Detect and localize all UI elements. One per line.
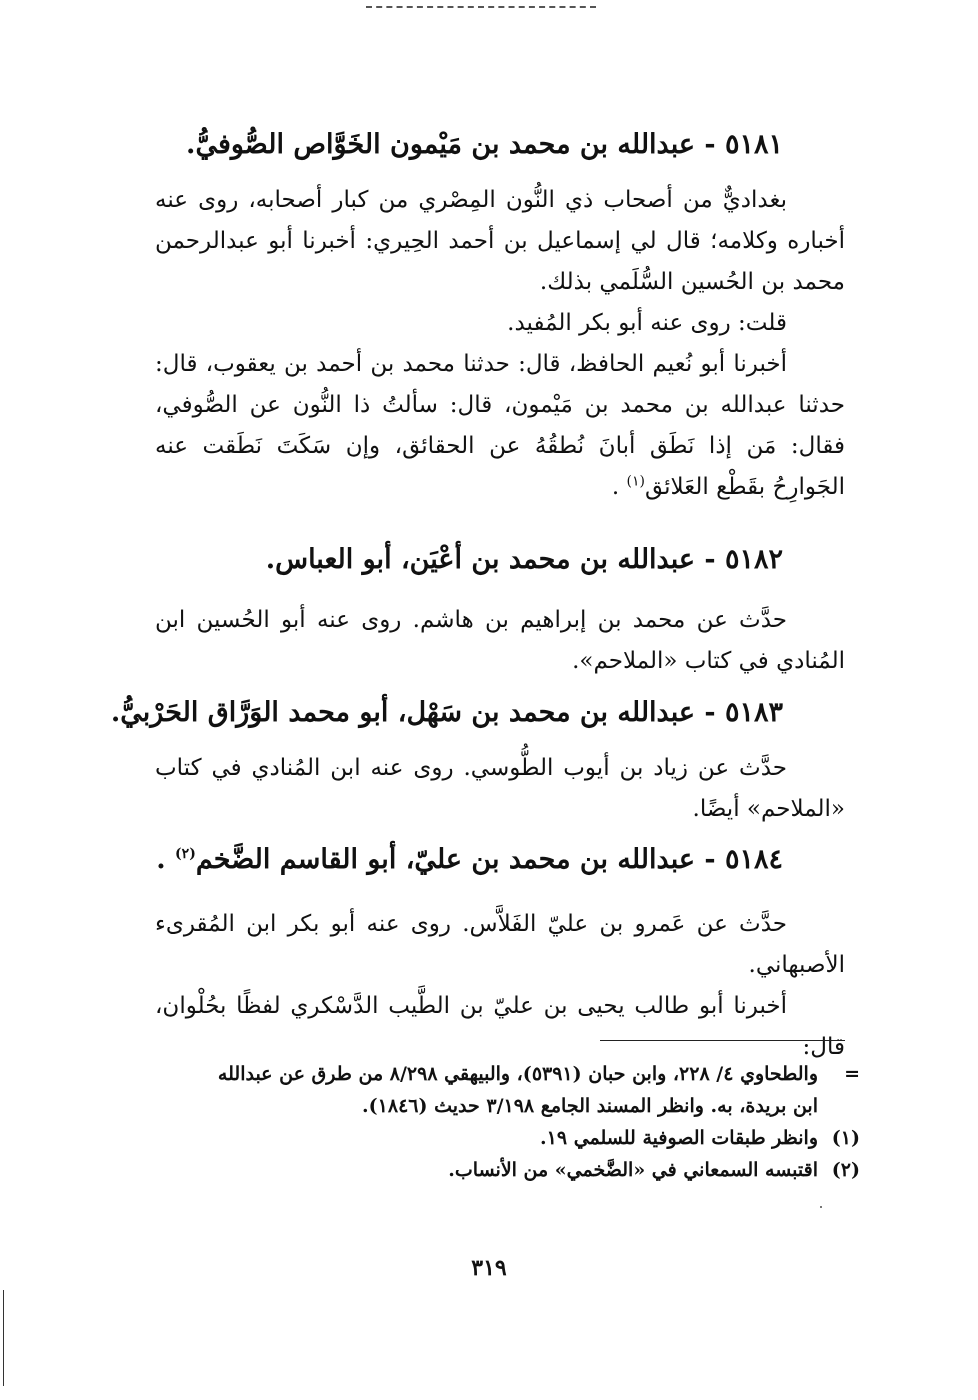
footnote-ref-1: (١): [626, 473, 645, 490]
entry-5184-paragraph-1: حدَّث عن عَمرو بن عليّ الفَلاَّس. روى عنه أبو بكر ابن المُقرىء الأصبهاني.: [155, 911, 845, 978]
scan-speck: [820, 1206, 822, 1208]
page-number: ٣١٩: [471, 1255, 507, 1281]
footnote-continuation-line-2: [155, 1090, 860, 1122]
footnote-text: اقتبسه السمعاني في «الضَّخمي» من الأنساب.: [448, 1159, 818, 1181]
entry-5181-paragraph-2: قلت: روى عنه أبو بكر المُفيد.: [507, 310, 787, 336]
entry-5184-body: [155, 904, 845, 1068]
footnote-text: ابن بريدة، به. وانظر المسند الجامع ٣/١٩٨ حديث (١٨٤٦).: [362, 1095, 818, 1117]
top-header-rule: [366, 6, 596, 8]
entry-5182-heading: ٥١٨٢ - عبدالله بن محمد بن أعْيَن، أبو العباس.: [265, 544, 783, 575]
footnote-separator: [600, 1040, 845, 1041]
footnote-continuation-line-1: [155, 1058, 860, 1090]
footnote-text: والطحاوي ٤/ ٢٢٨، وابن حبان (٥٣٩١)، والبيهقي ٨/٢٩٨ من طرق عن عبدالله: [217, 1063, 818, 1085]
entry-5181-paragraph-3-text: أخبرنا أبو نُعيم الحافظ، قال: حدثنا محمد بن أحمد بن يعقوب، قال: حدثنا عبدالله بن محمد بن مَيْمون، قال: سألتُ ذا النُّون عن الصُّوفي، فقال: مَن إذا نَطَق أبانَ نُطقُهُ عن الحقائق، وإن سَكَتَ نَطَقت عنه الجَوارِحُ بقَطْع العَلائق: [155, 351, 845, 500]
entry-5184-heading: [156, 842, 783, 878]
entry-5181-paragraph-3: [155, 344, 845, 508]
footnote-marker: =: [844, 1063, 860, 1085]
footnote-2: [155, 1154, 860, 1186]
footnote-marker: (١): [831, 1127, 860, 1149]
entry-5182-body: [155, 600, 845, 682]
footnotes: [155, 1058, 860, 1186]
entry-5181-tail: .: [611, 474, 627, 500]
entry-5183-heading: ٥١٨٣ - عبدالله بن محمد بن سَهْل، أبو محمد الوَرَّاق الحَرْبيُّ.: [110, 697, 783, 728]
entry-5183-body: [155, 748, 845, 830]
entry-5184-paragraph-2: أخبرنا أبو طالب يحيى بن عليّ بن الطَّيب الدَّسْكري لفظًا بحُلْوان، قال:: [155, 993, 845, 1060]
entry-5181-body: [155, 180, 845, 508]
footnote-text: وانظر طبقات الصوفية للسلمي ١٩.: [540, 1127, 818, 1149]
entry-5184-heading-text: ٥١٨٤ - عبدالله بن محمد بن عليّ، أبو القاسم الضَّخم: [195, 844, 783, 875]
entry-5181-heading: ٥١٨١ - عبدالله بن محمد بن مَيْمون الخَوَّاص الصُّوفيُّ.: [186, 129, 783, 160]
entry-5181-paragraph-1: بغداديٌّ من أصحاب ذي النُّون المِصْري من كبار أصحابه، روى عنه أخباره وكلامه؛ قال لي إسماعيل بن أحمد الحِيري: أخبرنا أبو عبدالرحمن محمد بن الحُسين السُّلَمي بذلك.: [155, 187, 845, 295]
footnote-marker: [818, 1090, 860, 1122]
entry-5184-heading-tail: .: [156, 844, 176, 875]
footnote-1: [155, 1122, 860, 1154]
footnote-marker: (٢): [831, 1159, 860, 1181]
entry-5182-paragraph-1: حدَّث عن محمد بن إبراهيم بن هاشم. روى عنه أبو الحُسين ابن المُنادي في كتاب «الملاحم».: [155, 607, 845, 674]
scan-margin-line: [3, 1290, 4, 1386]
entry-5183-paragraph-1: حدَّث عن زياد بن أيوب الطُّوسي. روى عنه ابن المُنادي في كتاب «الملاحم» أيضًا.: [155, 755, 845, 822]
footnote-ref-2: (٢): [175, 846, 196, 862]
